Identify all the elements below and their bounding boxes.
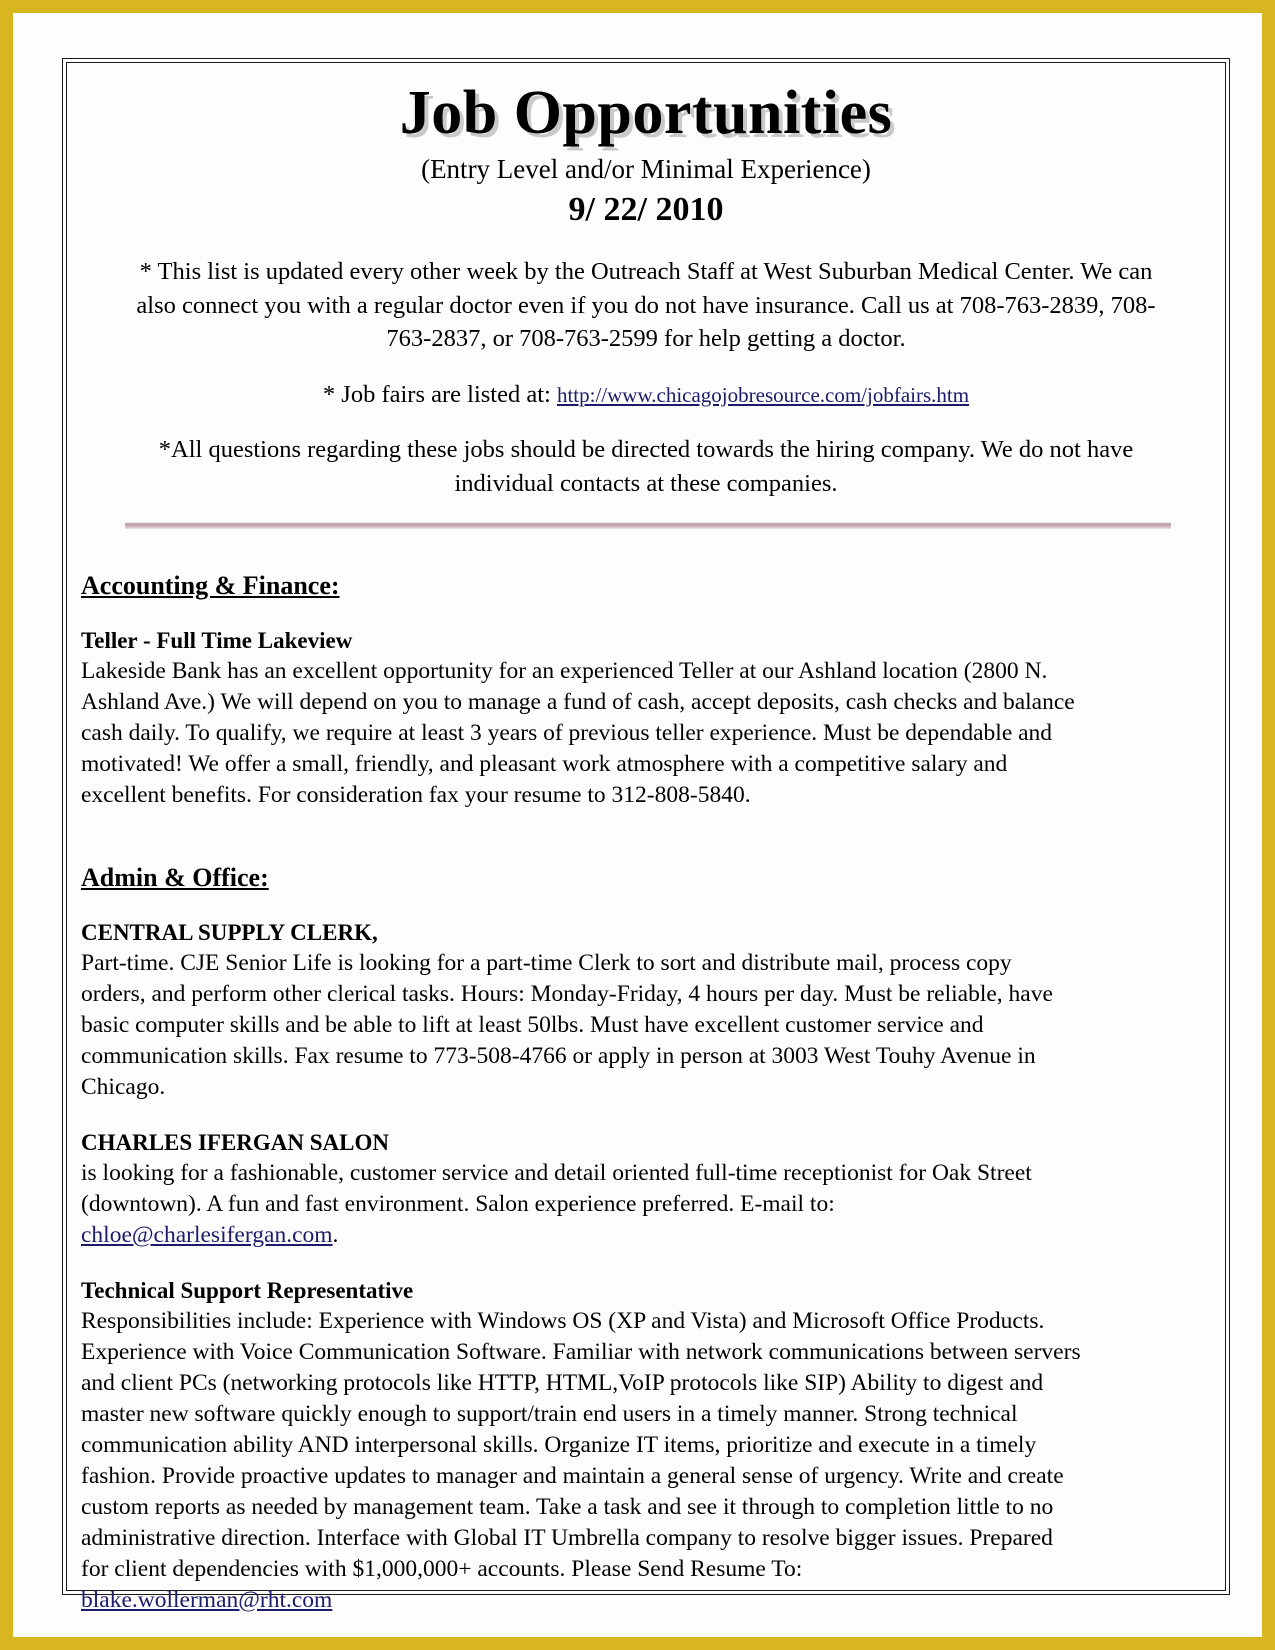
job-listing-teller <box>81 627 1081 811</box>
job-title: Technical Support Representative <box>81 1277 414 1303</box>
job-listing-technical-support-representative <box>81 1277 1081 1616</box>
job-description: Part-time. CJE Senior Life is looking for a part-time Clerk to sort and distribute mail, process copy orders, and perform other clerical tasks. Hours: Monday-Friday, 4 hours per day. Must be reliable, have basic computer skills and be able to lift at least 50lbs. Must have excellent customer service and communication skills. Fax resume to 773-508-4766 or apply in person at 3003 West Touhy Avenue in Chicago. <box>81 949 1053 1101</box>
job-title: CENTRAL SUPPLY CLERK, <box>81 920 378 946</box>
job-title: Teller - Full Time Lakeview <box>81 628 353 654</box>
email-trailing-punctuation: . <box>332 1221 339 1248</box>
intro-block <box>131 255 1161 500</box>
section-heading-admin-office: Admin & Office: <box>81 863 269 893</box>
job-description: Lakeside Bank has an excellent opportunity for an experienced Teller at our Ashland location (2800 N. Ashland Ave.) We will depend on you to manage a fund of cash, accept deposits, cash checks and balance cash daily. To qualify, we require at least 3 years of previous teller experience. Must be dependable and motivated! We offer a small, friendly, and pleasant work atmosphere with a competitive salary and excellent benefits. For consideration fax your resume to 312-808-5840. <box>81 658 1075 809</box>
document-content <box>73 68 1219 1613</box>
section-divider-rule <box>125 522 1171 529</box>
page-subtitle: (Entry Level and/or Minimal Experience) <box>421 154 871 184</box>
job-title: CHARLES IFERGAN SALON <box>81 1130 389 1156</box>
intro-paragraph-questions-notice: *All questions regarding these jobs should be directed towards the hiring company. We do not have individual contacts at these companies. <box>158 436 1134 497</box>
intro-paragraph-update-notice: * This list is updated every other week by the Outreach Staff at West Suburban Medical Center. We can also connect you with a regular doctor even if you do not have insurance. Call us at 708-763-2839, 708-763-2837, or 708-763-2599 for help getting a doctor. <box>136 258 1156 353</box>
contact-email-link[interactable]: chloe@charlesifergan.com <box>81 1221 333 1248</box>
job-listing-central-supply-clerk <box>81 919 1081 1103</box>
section-heading-accounting-finance: Accounting & Finance: <box>81 571 340 601</box>
document-page <box>13 13 1262 1637</box>
job-fairs-link[interactable]: http://www.chicagojobresource.com/jobfairs.htm <box>556 382 970 407</box>
job-description <box>81 1158 1081 1251</box>
job-fairs-label: * Job fairs are listed at: <box>322 380 551 408</box>
section-admin-office <box>73 841 1219 893</box>
job-description-text: Responsibilities include: Experience with Windows OS (XP and Vista) and Microsoft Office Products. Experience with Voice Communication Software. Familiar with network communications between servers and client PCs (networking protocols like HTTP, HTML,VoIP protocols like SIP) Ability to digest and master new software quickly enough to support/train end users in a timely manner. Strong technical communication ability AND interpersonal skills. Organize IT items, prioritize and execute in a timely fashion. Provide proactive updates to manager and maintain a general sense of urgency. Write and create custom reports as needed by management team. Take a task and see it through to completion little to no administrative direction. Interface with Global IT Umbrella company to resolve bigger issues. Prepared for client dependencies with $1,000,000+ accounts. Please Send Resume To: <box>81 1307 1081 1582</box>
job-listing-charles-ifergan-salon <box>81 1129 1081 1251</box>
page-date: 9/ 22/ 2010 <box>568 191 724 228</box>
job-description <box>81 1306 1081 1616</box>
intro-paragraph-job-fairs <box>131 378 1161 412</box>
job-description-text: is looking for a fashionable, customer service and detail oriented full-time receptionist for Oak Street (downtown). A fun and fast environment. Salon experience preferred. E-mail to: <box>81 1159 1032 1217</box>
page-title: Job Opportunities <box>399 79 893 147</box>
section-accounting-finance <box>73 549 1219 601</box>
contact-email-link[interactable]: blake.wollerman@rht.com <box>81 1586 333 1613</box>
